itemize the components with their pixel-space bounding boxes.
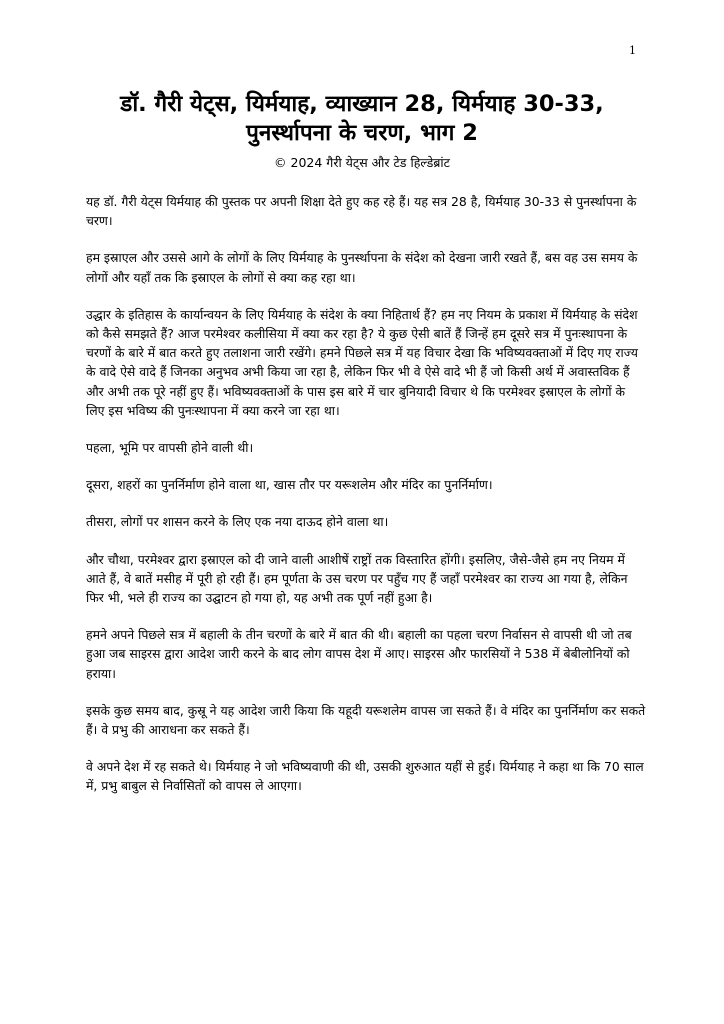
paragraph-8: हमने अपने पिछले सत्र में बहाली के तीन चरणों के बारे में बात की थी। बहाली का पहला चरण निर्वासन से वापसी थी जो तब हुआ जब साइरस द्वारा आदेश जारी करने के बाद लोग वापस देश में आए। साइरस और फारसियों ने 538 में बेबीलोनियों को हराया। xyxy=(86,627,632,681)
paragraph-2: हम इस्राएल और उससे आगे के लोगों के लिए यिर्मयाह के पुनर्स्थापना के संदेश को देखना जारी रखते हैं, बस वह उस समय के लोगों और यहाँ तक कि इस्राएल के लोगों से क्या कह रहा था। xyxy=(86,250,638,285)
paragraph-10: वे अपने देश में रह सकते थे। यिर्मयाह ने जो भविष्यवाणी की थी, उसकी शुरुआत यहीं से हुई। यिर्मयाह ने कहा था कि 70 साल में, प्रभु बाबुल से निर्वासितों को वापस ले आएगा। xyxy=(86,759,644,794)
title-line-1: डॉ. गैरी येट्स, यिर्मयाह, व्याख्यान 28, यिर्मयाह 30-33, xyxy=(120,91,604,117)
page-number: 1 xyxy=(629,44,636,57)
paragraph-5: दूसरा, शहरों का पुनर्निर्माण होने वाला था, खास तौर पर यरूशलेम और मंदिर का पुनर्निर्माण। xyxy=(86,477,493,493)
body-text xyxy=(86,192,646,814)
paragraph-9: इसके कुछ समय बाद, कुस्रू ने यह आदेश जारी किया कि यहूदी यरूशलेम वापस जा सकते हैं। वे मंदिर का पुनर्निर्माण कर सकते हैं। वे प्रभु की आराधना कर सकते हैं। xyxy=(86,702,646,738)
paragraph-3: उद्धार के इतिहास के कार्यान्वयन के लिए यिर्मयाह के संदेश के क्या निहितार्थ हैं? हम नए नियम के प्रकाश में यिर्मयाह के संदेश को कैसे समझते हैं? आज परमेश्वर कलीसिया में क्या कर रहा है? ये कुछ ऐसी बातें हैं जिन्हें हम दूसरे सत्र में पुनःस्थापना के चरणों के बारे में बात करते हुए तलाशना जारी रखेंगे। हमने पिछले सत्र में यह विचार देखा कि भविष्यवक्ताओं में दिए गए राज्य के वादे ऐसे वादे हैं जिनका अनुभव अभी किया जा रहा है, लेकिन फिर भी वे ऐसे वादे भी हैं जो किसी अर्थ में अवास्तविक हैं और अभी तक पूरे नहीं हुए हैं। भविष्यवक्ताओं के पास इस बारे में चार बुनियादी विचार थे कि परमेश्वर इस्राएल के लोगों के लिए इस भविष्य की पुनःस्थापना में क्या करने जा रहा था। xyxy=(86,306,638,418)
paragraph-1: यह डॉ. गैरी येट्स यिर्मयाह की पुस्तक पर अपनी शिक्षा देते हुए कह रहे हैं। यह सत्र 28 है, यिर्मयाह 30-33 से पुनर्स्थापना के चरण। xyxy=(86,194,637,229)
paragraph-4: पहला, भूमि पर वापसी होने वाली थी। xyxy=(86,440,254,456)
title-line-2: पुनर्स्थापना के चरण, भाग 2 xyxy=(246,120,478,146)
copyright-line: © 2024 गैरी येट्स और टेड हिल्डेब्रांट xyxy=(274,155,450,170)
paragraph-6: तीसरा, लोगों पर शासन करने के लिए एक नया दाऊद होने वाला था। xyxy=(86,514,389,530)
page-title xyxy=(60,90,664,148)
paragraph-7: और चौथा, परमेश्वर द्वारा इस्राएल को दी जाने वाली आशीषें राष्ट्रों तक विस्तारित होंगी। इसलिए, जैसे-जैसे हम नए नियम में आते हैं, वे बातें मसीह में पूरी हो रही हैं। हम पूर्णता के उस चरण पर पहुँच गए हैं जहाँ परमेश्वर का राज्य आ गया है, लेकिन फिर भी, भले ही राज्य का उद्घाटन हो गया हो, यह अभी तक पूर्ण नहीं हुआ है। xyxy=(86,551,628,606)
